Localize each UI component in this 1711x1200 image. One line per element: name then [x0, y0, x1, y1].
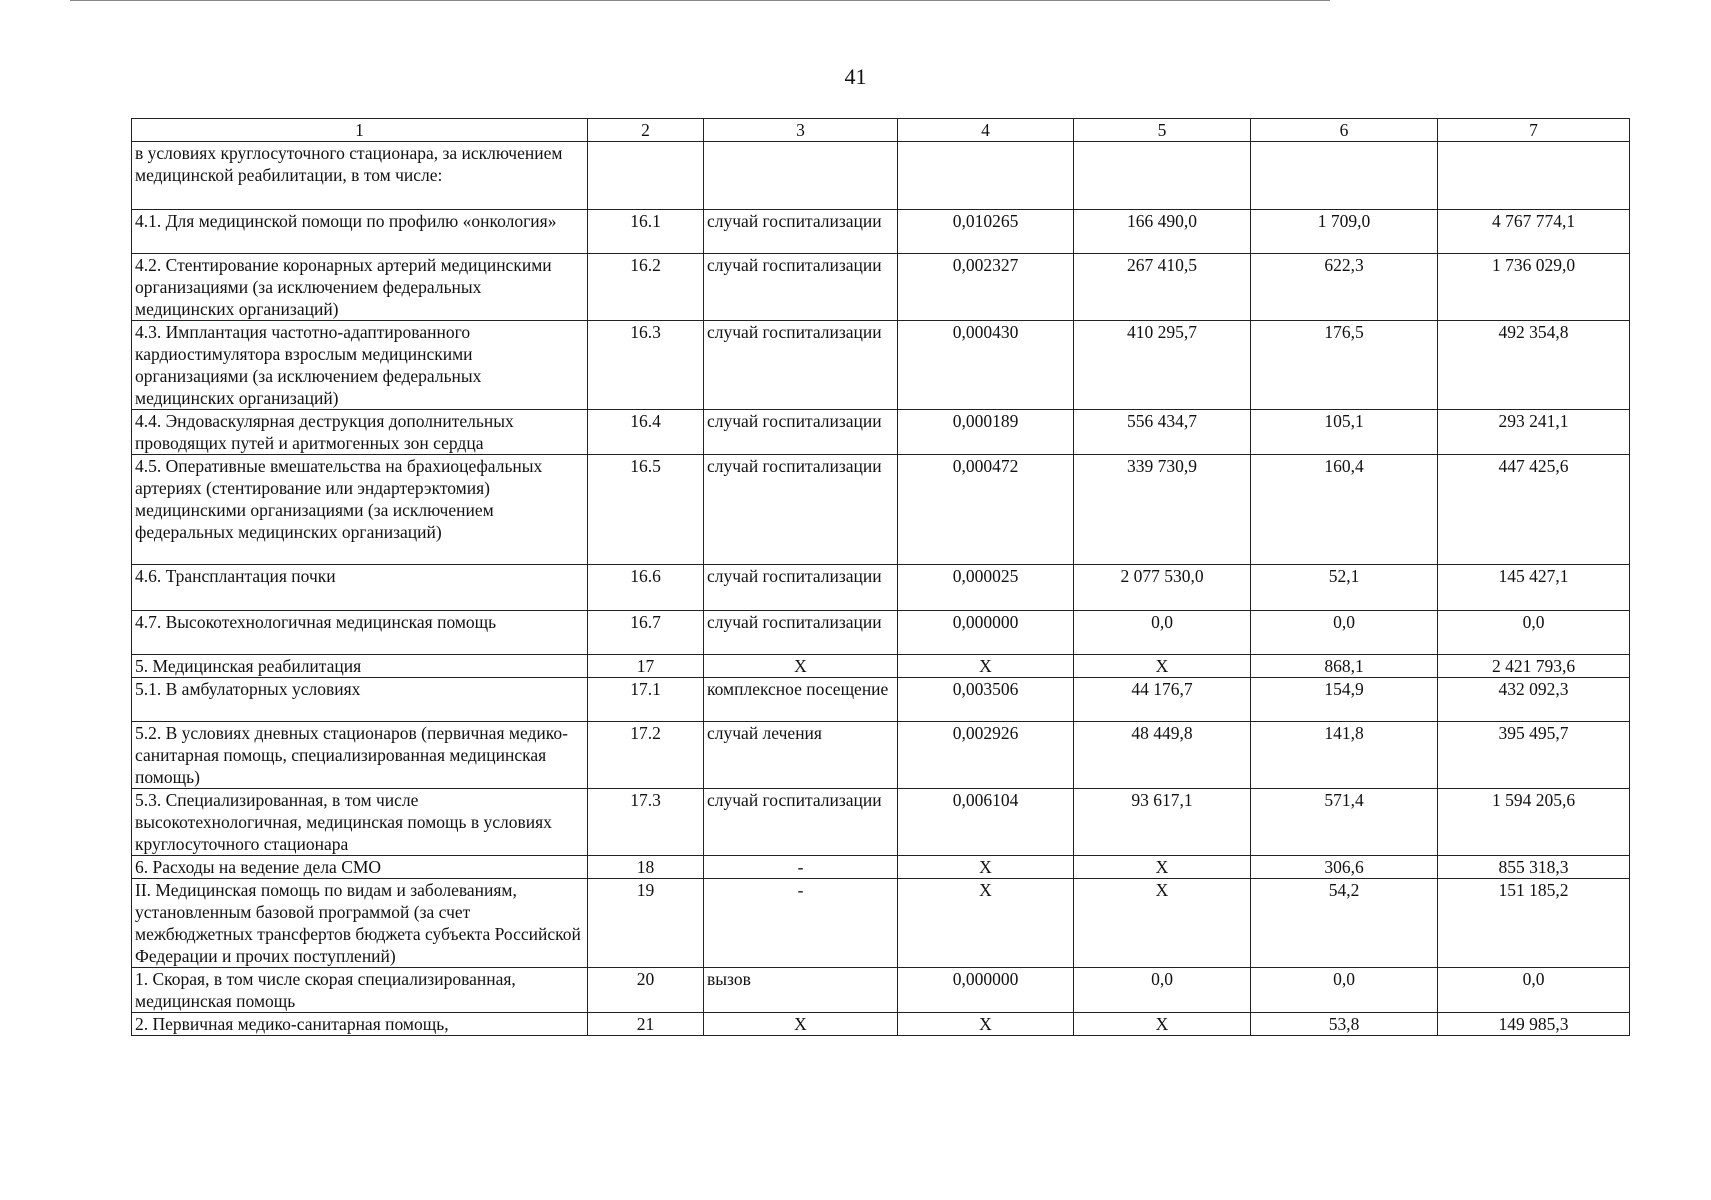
total-cell: 1 594 205,6 [1438, 789, 1630, 856]
table-row [132, 879, 1630, 968]
total-cell: 293 241,1 [1438, 410, 1630, 455]
cost-cell: 410 295,7 [1074, 321, 1251, 410]
norm-cell [898, 142, 1074, 210]
total-cell: 145 427,1 [1438, 565, 1630, 611]
unit-cell [704, 142, 898, 210]
total-cell [1438, 142, 1630, 210]
row-label: 2. Первичная медико-санитарная помощь, [132, 1013, 588, 1036]
norm-cell: 0,003506 [898, 678, 1074, 722]
per-capita-cell: 54,2 [1251, 879, 1438, 968]
total-cell: 2 421 793,6 [1438, 655, 1630, 678]
norm-cell: 0,002327 [898, 254, 1074, 321]
norm-cell: 0,000189 [898, 410, 1074, 455]
total-cell: 0,0 [1438, 968, 1630, 1013]
table-row [132, 142, 1630, 210]
per-capita-cell: 0,0 [1251, 968, 1438, 1013]
table-row [132, 210, 1630, 254]
column-header: 4 [898, 119, 1074, 142]
row-label: в условиях круглосуточного стационара, за исключением медицинской реабилитации, в том числе: [132, 142, 588, 210]
total-cell: 855 318,3 [1438, 856, 1630, 879]
unit-cell: случай госпитализации [704, 455, 898, 565]
cost-cell: 166 490,0 [1074, 210, 1251, 254]
unit-cell: случай госпитализации [704, 254, 898, 321]
page-number: 41 [844, 64, 867, 89]
cost-cell: 339 730,9 [1074, 455, 1251, 565]
unit-cell: случай госпитализации [704, 410, 898, 455]
table-row [132, 410, 1630, 455]
per-capita-cell: 0,0 [1251, 611, 1438, 655]
norm-cell: 0,002926 [898, 722, 1074, 789]
cost-cell [1074, 142, 1251, 210]
per-capita-cell: 868,1 [1251, 655, 1438, 678]
norm-cell: 0,000000 [898, 611, 1074, 655]
header-row [132, 119, 1630, 142]
row-code: 16.2 [588, 254, 704, 321]
unit-cell: случай лечения [704, 722, 898, 789]
column-header: 7 [1438, 119, 1630, 142]
table-row [132, 455, 1630, 565]
row-code: 16.1 [588, 210, 704, 254]
table-row [132, 789, 1630, 856]
row-label: 4.1. Для медицинской помощи по профилю «онкология» [132, 210, 588, 254]
cost-cell: 48 449,8 [1074, 722, 1251, 789]
norm-cell: 0,000430 [898, 321, 1074, 410]
cost-cell: 93 617,1 [1074, 789, 1251, 856]
table-row [132, 565, 1630, 611]
cost-cell: Х [1074, 879, 1251, 968]
table-row [132, 611, 1630, 655]
per-capita-cell: 306,6 [1251, 856, 1438, 879]
per-capita-cell: 176,5 [1251, 321, 1438, 410]
row-label: 4.5. Оперативные вмешательства на брахиоцефальных артериях (стентирование или эндартерэктомия) медицинскими организациями (за исключением федеральных медицинских организаций) [132, 455, 588, 565]
row-code: 20 [588, 968, 704, 1013]
total-cell: 395 495,7 [1438, 722, 1630, 789]
table-row [132, 722, 1630, 789]
row-code: 16.5 [588, 455, 704, 565]
total-cell: 149 985,3 [1438, 1013, 1630, 1036]
unit-cell: случай госпитализации [704, 565, 898, 611]
per-capita-cell: 53,8 [1251, 1013, 1438, 1036]
row-label: 5. Медицинская реабилитация [132, 655, 588, 678]
row-label: 4.2. Стентирование коронарных артерий медицинскими организациями (за исключением федеральных медицинских организаций) [132, 254, 588, 321]
row-label: 5.3. Специализированная, в том числе высокотехнологичная, медицинская помощь в условиях круглосуточного стационара [132, 789, 588, 856]
norm-cell: 0,006104 [898, 789, 1074, 856]
norm-cell: 0,000000 [898, 968, 1074, 1013]
column-header: 6 [1251, 119, 1438, 142]
row-code: 16.6 [588, 565, 704, 611]
total-cell: 151 185,2 [1438, 879, 1630, 968]
row-label: II. Медицинская помощь по видам и заболеваниям, установленным базовой программой (за счет межбюджетных трансфертов бюджета субъекта Российской Федерации и прочих поступлений) [132, 879, 588, 968]
norm-cell: 0,010265 [898, 210, 1074, 254]
total-cell: 4 767 774,1 [1438, 210, 1630, 254]
row-label: 4.7. Высокотехнологичная медицинская помощь [132, 611, 588, 655]
per-capita-cell [1251, 142, 1438, 210]
norm-cell: Х [898, 1013, 1074, 1036]
column-header: 1 [132, 119, 588, 142]
total-cell: 0,0 [1438, 611, 1630, 655]
row-code: 21 [588, 1013, 704, 1036]
row-label: 1. Скорая, в том числе скорая специализированная, медицинская помощь [132, 968, 588, 1013]
unit-cell: случай госпитализации [704, 789, 898, 856]
total-cell: 447 425,6 [1438, 455, 1630, 565]
cost-cell: 44 176,7 [1074, 678, 1251, 722]
unit-cell: комплексное посещение [704, 678, 898, 722]
row-code: 17.3 [588, 789, 704, 856]
row-label: 4.4. Эндоваскулярная деструкция дополнительных проводящих путей и аритмогенных зон сердца [132, 410, 588, 455]
norm-cell: 0,000472 [898, 455, 1074, 565]
total-cell: 492 354,8 [1438, 321, 1630, 410]
table-row [132, 968, 1630, 1013]
per-capita-cell: 105,1 [1251, 410, 1438, 455]
per-capita-cell: 1 709,0 [1251, 210, 1438, 254]
unit-cell: случай госпитализации [704, 321, 898, 410]
data-table [131, 118, 1630, 1036]
norm-cell: 0,000025 [898, 565, 1074, 611]
table-row [132, 1013, 1630, 1036]
row-label: 6. Расходы на ведение дела СМО [132, 856, 588, 879]
total-cell: 1 736 029,0 [1438, 254, 1630, 321]
unit-cell: - [704, 856, 898, 879]
row-code: 16.7 [588, 611, 704, 655]
unit-cell: - [704, 879, 898, 968]
top-rule [70, 0, 1330, 1]
column-header: 5 [1074, 119, 1251, 142]
total-cell: 432 092,3 [1438, 678, 1630, 722]
row-code: 16.4 [588, 410, 704, 455]
per-capita-cell: 52,1 [1251, 565, 1438, 611]
unit-cell: Х [704, 655, 898, 678]
row-code: 16.3 [588, 321, 704, 410]
unit-cell: Х [704, 1013, 898, 1036]
column-header: 2 [588, 119, 704, 142]
table-row [132, 856, 1630, 879]
per-capita-cell: 154,9 [1251, 678, 1438, 722]
unit-cell: случай госпитализации [704, 611, 898, 655]
row-label: 5.1. В амбулаторных условиях [132, 678, 588, 722]
cost-cell: 0,0 [1074, 611, 1251, 655]
per-capita-cell: 622,3 [1251, 254, 1438, 321]
norm-cell: Х [898, 856, 1074, 879]
per-capita-cell: 571,4 [1251, 789, 1438, 856]
norm-cell: Х [898, 655, 1074, 678]
unit-cell: случай госпитализации [704, 210, 898, 254]
per-capita-cell: 160,4 [1251, 455, 1438, 565]
row-code: 17.2 [588, 722, 704, 789]
row-code [588, 142, 704, 210]
table-row [132, 321, 1630, 410]
cost-cell: 0,0 [1074, 968, 1251, 1013]
cost-cell: Х [1074, 856, 1251, 879]
column-header: 3 [704, 119, 898, 142]
row-label: 4.6. Трансплантация почки [132, 565, 588, 611]
per-capita-cell: 141,8 [1251, 722, 1438, 789]
cost-cell: 267 410,5 [1074, 254, 1251, 321]
table-row [132, 254, 1630, 321]
table-row [132, 678, 1630, 722]
row-code: 18 [588, 856, 704, 879]
table-row [132, 655, 1630, 678]
cost-cell: 556 434,7 [1074, 410, 1251, 455]
cost-cell: 2 077 530,0 [1074, 565, 1251, 611]
row-code: 17 [588, 655, 704, 678]
cost-cell: Х [1074, 1013, 1251, 1036]
norm-cell: Х [898, 879, 1074, 968]
row-label: 5.2. В условиях дневных стационаров (первичная медико-санитарная помощь, специализированная медицинская помощь) [132, 722, 588, 789]
cost-cell: Х [1074, 655, 1251, 678]
row-code: 17.1 [588, 678, 704, 722]
unit-cell: вызов [704, 968, 898, 1013]
row-code: 19 [588, 879, 704, 968]
row-label: 4.3. Имплантация частотно-адаптированного кардиостимулятора взрослым медицинскими организациями (за исключением федеральных медицинских организаций) [132, 321, 588, 410]
